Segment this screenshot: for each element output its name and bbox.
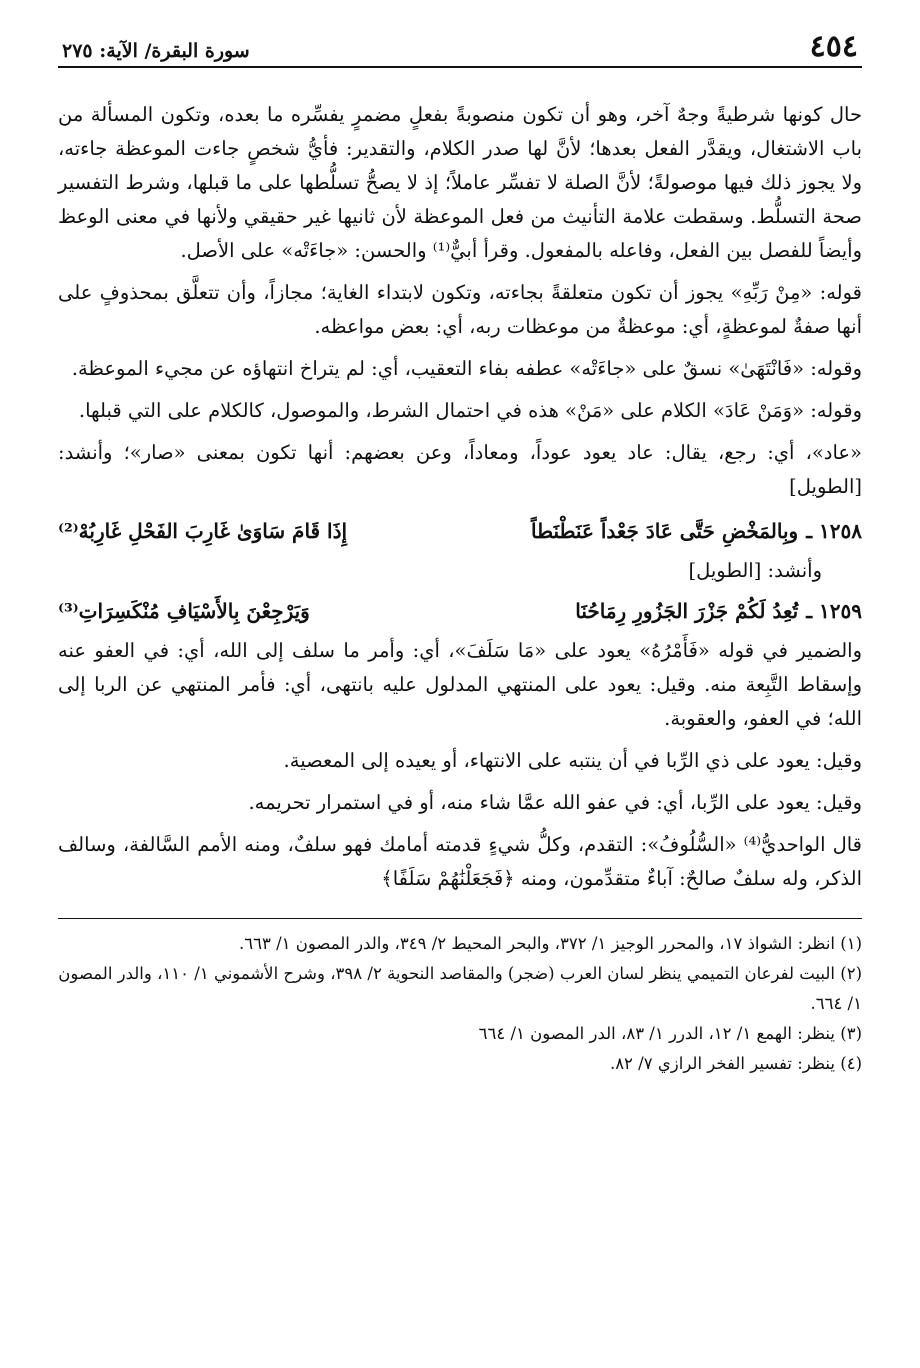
first-hemistich: تُعِدُ لَكُمْ جَزْرَ الجَزُورِ رِمَاحُنَا — [575, 599, 799, 623]
paragraph: وقوله: «وَمَنْ عَادَ» الكلام على «مَنْ» هذه في احتمال الشرط، والموصول، كالكلام على التي قبلها. — [78, 399, 862, 422]
paragraph: وقيل: يعود على ذي الرِّبا في أن ينتبه على الانتهاء، أو يعيده إلى المعصية. — [283, 749, 862, 772]
page-header — [58, 18, 862, 68]
poetry-verse — [58, 592, 862, 630]
footnote: (٣) ينظر: الهمع ١/ ١٢، الدرر ١/ ٨٣، الدر المصون ١/ ٦٦٤ — [478, 1024, 862, 1043]
footnotes — [58, 918, 862, 1079]
second-hemistich: وَيَرْجِعْنَ بِالأَسْيَافِ مُنْكَسِرَاتِ⁽³⁾ — [57, 599, 310, 623]
verse-meter-note: وأنشد: [الطويل] — [688, 559, 822, 582]
first-hemistich: وبِالمَخْضِ حَتَّى عَادَ جَعْداً عَنَطْنَطاً — [530, 519, 799, 543]
footnote: (٢) البيت لفرعان التميمي ينظر لسان العرب (ضجر) والمقاصد النحوية ٢/ ٣٩٨، وشرح الأشموني ١/ ١١٠، والدر المصون ١/ ٦٦٤. — [58, 964, 862, 1013]
paragraph: «عاد»، أي: رجع، يقال: عاد يعود عوداً، ومعاداً، وعن بعضهم: أنها تكون بمعنى «صار»؛ وأنشد: [الطويل] — [58, 441, 862, 498]
verse-number: ١٢٥٩ ـ — [806, 599, 862, 623]
footnote: (١) انظر: الشواذ ١٧، والمحرر الوجيز ١/ ٣٧٢، والبحر المحيط ٢/ ٣٤٩، والدر المصون ١/ ٦٦٣. — [238, 934, 862, 953]
paragraph: والضمير في قوله «فَأَمْرُهُ» يعود على «مَا سَلَفَ»، أي: وأمر ما سلف إلى الله، أي: في العفو عنه وإسقاط التَّبِعة منه. وقيل: يعود على المنتهي المدلول عليه بانتهى، أي: فأمر المنتهي عن الربا إلى الله؛ في العفو، والعقوبة. — [58, 639, 862, 730]
poetry-verse — [58, 512, 862, 550]
verse-number: ١٢٥٨ ـ — [806, 519, 862, 543]
paragraph: قوله: «مِنْ رَبِّهِ» يجوز أن تكون متعلقةً بجاءته، وتكون لابتداء الغاية؛ مجازاً، وأن تتعلَّق بمحذوفٍ على أنها صفةٌ لموعظةٍ، أي: موعظةٌ من موعظات ربه، أي: بعض مواعظه. — [58, 281, 862, 338]
paragraph: وقيل: يعود على الرِّبا، أي: في عفو الله عمَّا شاء منه، أو في استمرار تحريمه. — [248, 791, 862, 814]
paragraph: حال كونها شرطيةً وجهٌ آخر، وهو أن تكون منصوبةً بفعلٍ مضمرٍ يفسِّره ما بعده، وتكون المسألة من باب الاشتغال، ويقدَّر الفعل بعدها؛ لأنَّ لها صدر الكلام، والتقدير: فأيُّ شخصٍ جاءت الموعظة جاءته، ولا يجوز ذلك فيها موصولةً؛ لأنَّ الصلة لا تفسِّر عاملاً؛ إذ لا يصحُّ تسلُّطها على ما قبلها، وشرط التفسير صحة التسلُّط. وسقطت علامة التأنيث من فعل الموعظة لأن ثانيها غير حقيقي ولأنها في معنى الوعظ وأيضاً للفصل بين الفعل، وفاعله بالمفعول. وقرأ أبيٌّ⁽¹⁾ والحسن: «جاءَتْه» على الأصل. — [58, 103, 862, 262]
footnote: (٤) ينظر: تفسير الفخر الرازي ٧/ ٨٢. — [609, 1054, 862, 1073]
page-number: ٤٥٤ — [809, 29, 858, 64]
paragraph: وقوله: «فَانْتَهَىٰ» نسقٌ على «جاءَتْه» عطفه بفاء التعقيب، أي: لم يتراخ انتهاؤه عن مجيء الموعظة. — [71, 357, 862, 380]
page-body — [58, 98, 862, 896]
paragraph: قال الواحديُّ⁽⁴⁾ «السُّلُوفُ»: التقدم، وكلُّ شيءٍ قدمته أمامك فهو سلفٌ، ومنه الأمم السَّالفة، وسالف الذكر، وله سلفٌ صالحٌ: آباءٌ متقدِّمون، ومنه ﴿فَجَعَلْنَٰهُمْ سَلَفًا﴾ — [58, 833, 862, 890]
second-hemistich: إِذَا قَامَ سَاوَىٰ غَارِبَ الفَحْلِ غَارِبُهْ⁽²⁾ — [57, 519, 348, 543]
running-title: سورة البقرة/ الآية: ٢٧٥ — [62, 40, 250, 62]
